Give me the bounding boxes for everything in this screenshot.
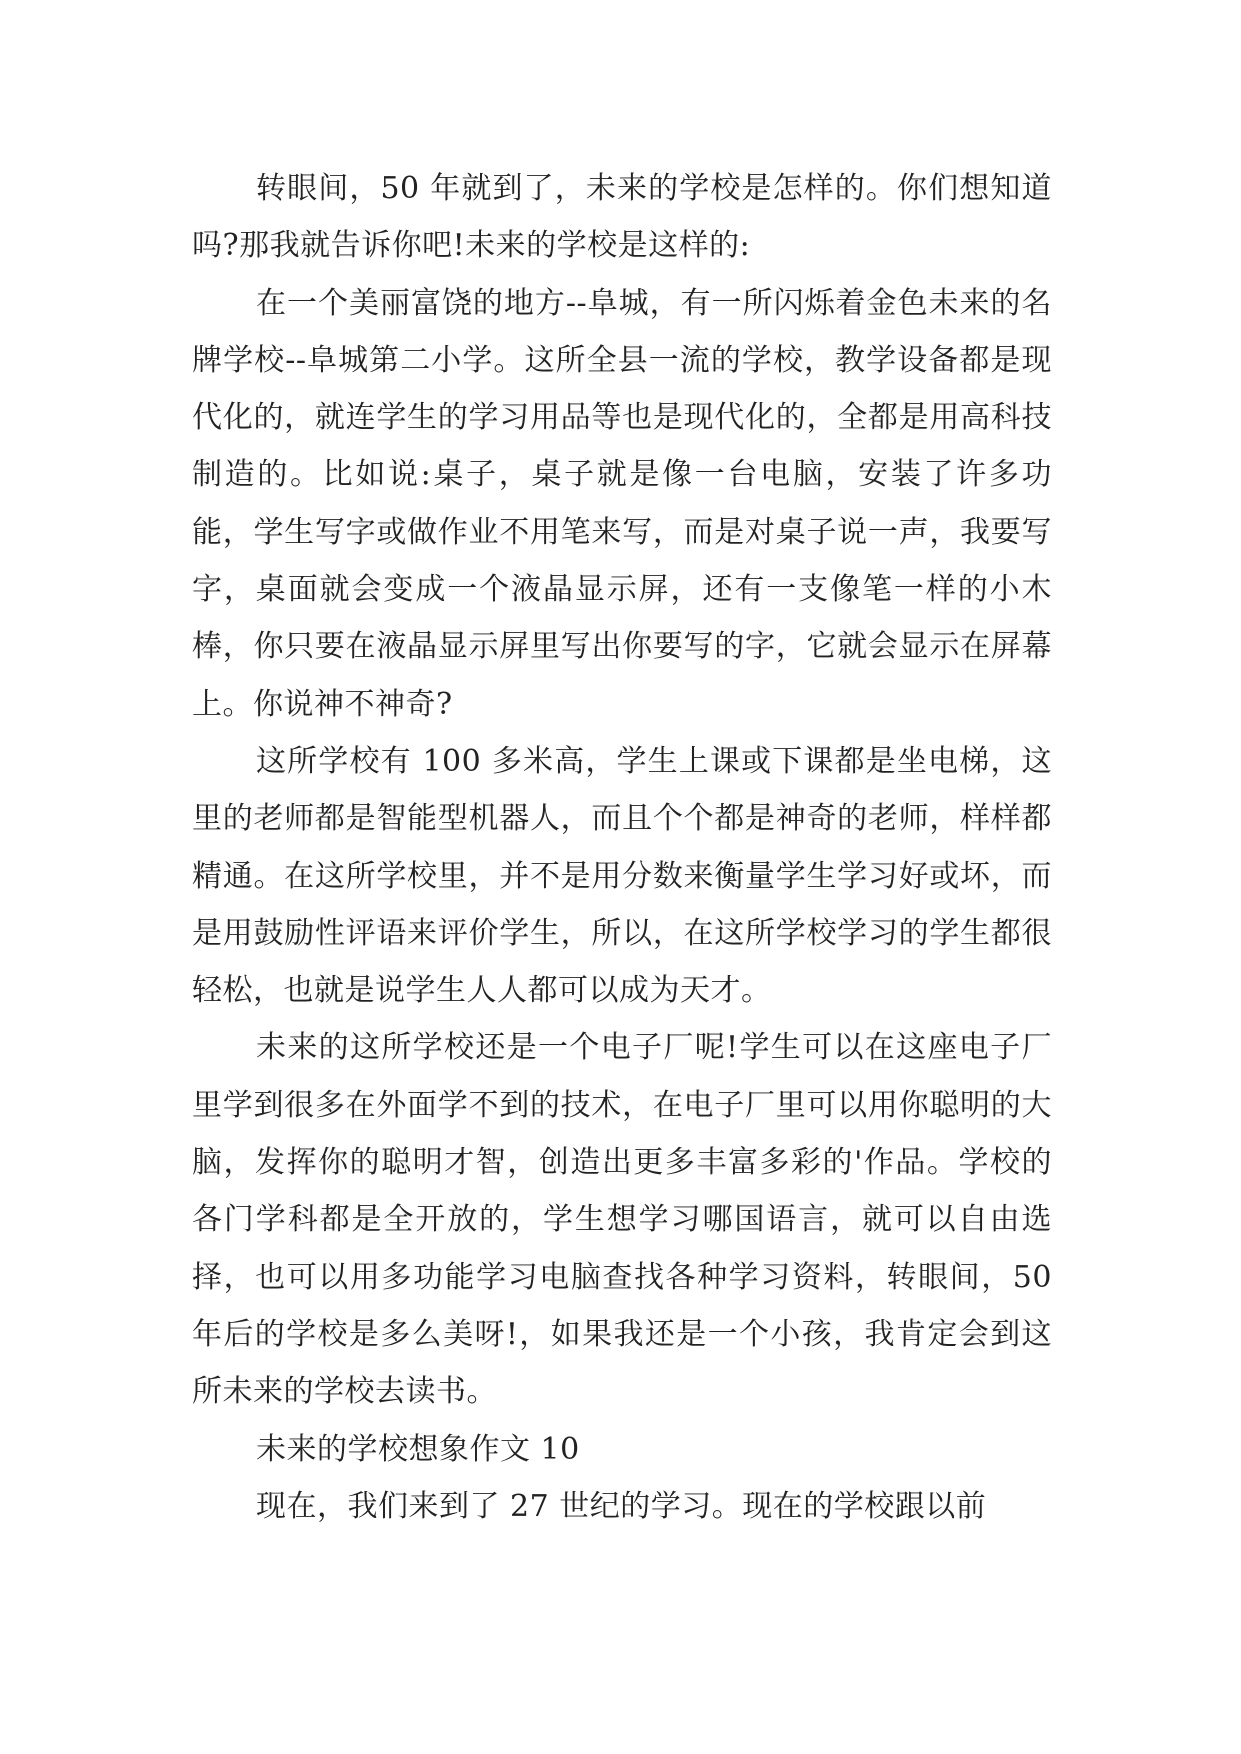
essay-heading: 未来的学校想象作文 10 bbox=[256, 1431, 580, 1467]
paragraph-next-essay: 现在，我们来到了 27 世纪的学习。现在的学校跟以前 bbox=[256, 1488, 987, 1524]
document-page bbox=[192, 160, 1052, 1535]
paragraph-teachers: 这所学校有 100 多米高，学生上课或下课都是坐电梯，这里的老师都是智能型机器人，而且个个都是神奇的老师，样样都精通。在这所学校里，并不是用分数来衡量学生学习好或坏，而是用鼓励性评语来评价学生，所以，在这所学校学习的学生都很轻松，也就是说学生人人都可以成为天才。 bbox=[192, 743, 1052, 1009]
paragraph-factory: 未来的这所学校还是一个电子厂呢!学生可以在这座电子厂里学到很多在外面学不到的技术，在电子厂里可以用你聪明的大脑，发挥你的聪明才智，创造出更多丰富多彩的'作品。学校的各门学科都是全开放的，学生想学习哪国语言，就可以自由选择，也可以用多功能学习电脑查找各种学习资料，转眼间，50 年后的学校是多么美呀!，如果我还是一个小孩，我肯定会到这所未来的学校去读书。 bbox=[192, 1030, 1052, 1410]
paragraph-intro: 转眼间，50 年就到了，未来的学校是怎样的。你们想知道吗?那我就告诉你吧!未来的学校是这样的: bbox=[192, 171, 1052, 264]
paragraph-desks: 在一个美丽富饶的地方--阜城，有一所闪烁着金色未来的名牌学校--阜城第二小学。这所全县一流的学校，教学设备都是现代化的，就连学生的学习用品等也是现代化的，全都是用高科技制造的。比如说:桌子，桌子就是像一台电脑，安装了许多功能，学生写字或做作业不用笔来写，而是对桌子说一声，我要写字，桌面就会变成一个液晶显示屏，还有一支像笔一样的小木棒，你只要在液晶显示屏里写出你要写的字，它就会显示在屏幕上。你说神不神奇? bbox=[192, 285, 1052, 722]
